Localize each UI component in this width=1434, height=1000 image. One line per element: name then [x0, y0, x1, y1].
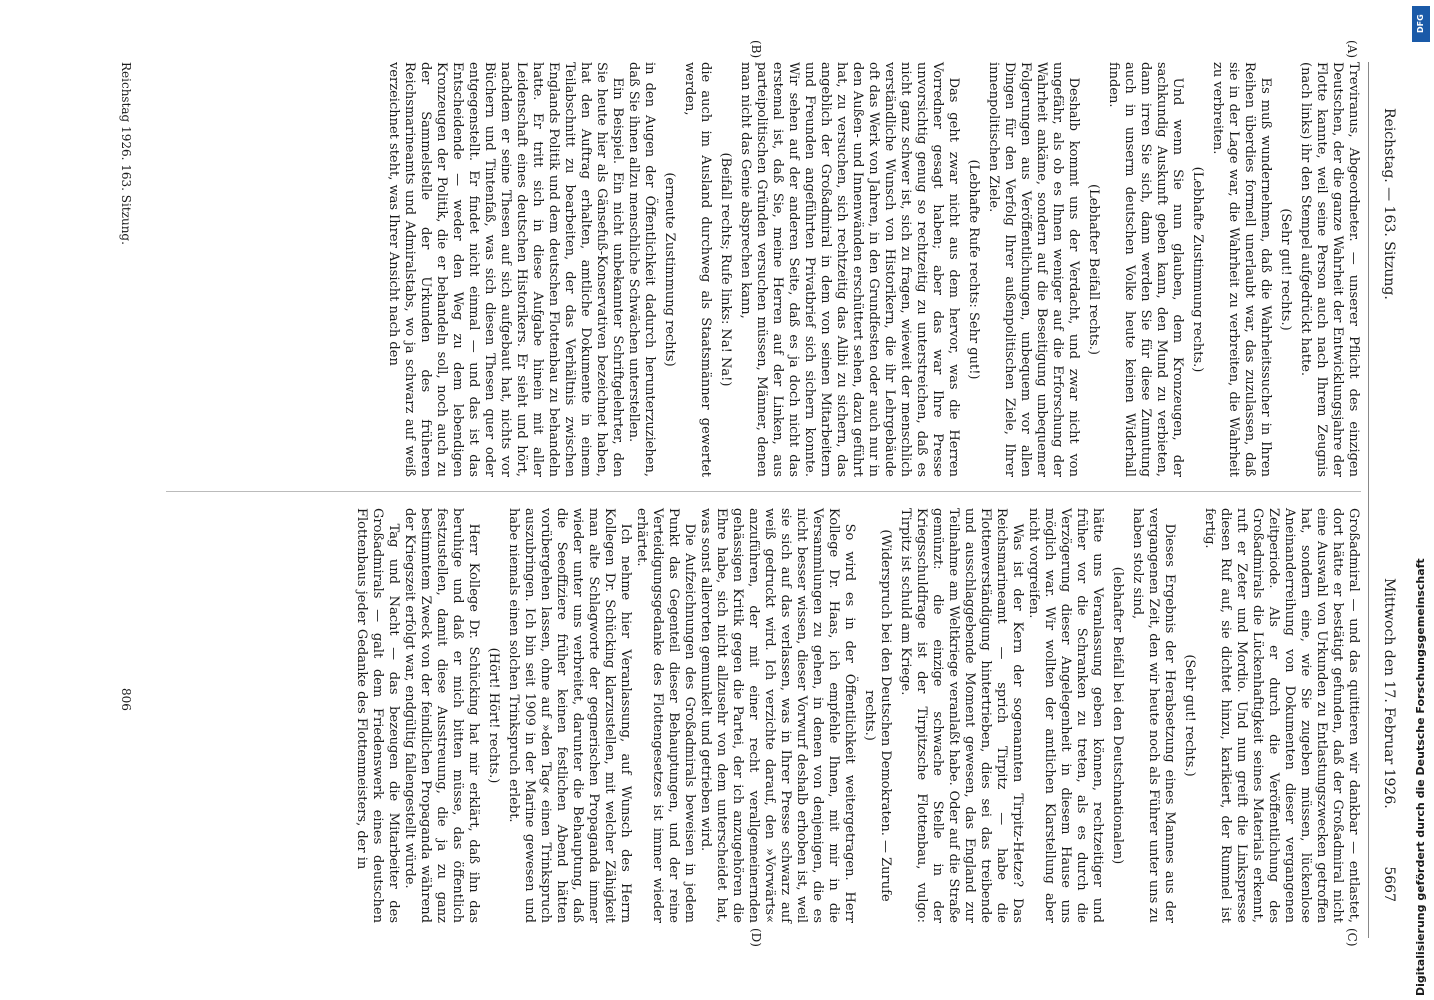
margin-letter-c: (C) [1345, 928, 1359, 947]
margin-letter-b: (B) [749, 40, 763, 59]
paragraph: Ich nehme hier Veranlassung, auf Wunsch des Herrn Kollegen Dr. Schücking klarzustellen, mit welcher Zähigkeit man alte Schlagworte der gegnerischen Propaganda immer wieder unter uns verbreitet, darunter die Behauptung, daß die Seeoffiziere früher keinen festlichen Abend hätten vorübergehen lassen, ohne auf »den Tag« einen Trinkspruch auszubringen. Ich bin seit 1909 in der Marine gewesen und habe niemals einen solchen Trinkspruch erlebt. [506, 508, 633, 923]
paragraph: Deshalb kommt uns der Verdacht, und zwar nicht von ungefähr, als ob es Ihnen weniger auf die Erforschung der Wahrheit ankäme, sondern auf die Beseitigung unbequemer Folgerungen aus Veröffentlichungen, unbequem vor allen Dingen für den Verfolg Ihrer außenpolitischen Ziele, Ihrer innenpolitischen Ziele. [986, 62, 1081, 477]
paragraph: in den Augen der Öffentlichkeit dadurch herunterzuziehen, daß Sie ihnen allzu menschliche Schwächen unterstellen. [626, 62, 657, 477]
paragraph: Großadmiral — und das quittieren wir dankbar — entlastet, dort hätte er bestätigt gefunden, daß der Großadmiral nicht eine Auswahl von Urkunden zu Entlastungszwecken getroffen hat, sondern eine, wie Sie zugeben müssen, lückenlose Aneinanderreihung von Dokumenten dieser vergangenen Zeitperiode. Als er durch die Veröffentlichung des Großadmirals die Lückenhaftigkeit seines Materials erkennt, ruft er Zeter und Mordio. Und nun greift die Linkspresse diesen Ruf auf, sie dichtet hinzu, karikiert, der Rummel ist fertig. [1202, 508, 1361, 923]
footer-page-number: 806 [119, 688, 133, 711]
interjection: (Widerspruch bei den Deutschen Demokraten. — Zurufe rechts.) [862, 529, 893, 902]
margin-letter-a: (A) [1345, 40, 1359, 59]
page-header [1373, 108, 1397, 902]
interjection: (lebhafter Beifall bei den Deutschnationalen) [1110, 566, 1125, 865]
margin-letter-d: (D) [749, 928, 763, 947]
column-rule [166, 491, 1361, 492]
interjection: (Lebhafte Rufe rechts: Sehr gut!) [966, 159, 981, 380]
interjection: (erneute Zustimmung rechts) [662, 172, 677, 367]
dfg-sidebar [1412, 6, 1430, 996]
header-right: Mittwoch den 17. Februar 1926. [1381, 578, 1397, 809]
paragraph: die auch im Ausland durchweg als Staatsmänner gewertet werden, [682, 62, 713, 477]
paragraph: Ein Beispiel. Ein nicht unbekannter Schriftgelehrter, den Sie heute hier als Gänsefuß-Konservativen bezeichnet haben, hat den Auftrag erhalten, amtliche Dokumente in einem Teilabschnitt zu bearbeiten, der das Verhältnis zwischen Englands Politik und dem deutschen Flottenbau zu behandeln hatte. Er tritt sich in diese Aufgabe hinein mit aller Leidenschaft eines deutschen Historikers. Er sieht und hört, nachdem er seine Thesen auf sich aufgebaut hat, nichts vor Büchern und Tintenfaß, was sich diesen Thesen quer oder entgegenstellt. Er findet nicht einmal — und das ist das Entscheidende — weder den Weg zu dem lebendigen Kronzeugen der Politik, die er behandeln soll, noch auch zu der Sammelstelle der Urkunden des früheren Reichsmarineamts und Admiralstabs, wo ja schwarz auf weiß verzeichnet steht, was Ihrer Ansicht nach den [386, 62, 625, 477]
interjection: (Sehr gut! rechts.) [1182, 654, 1197, 777]
interjection: (Sehr gut! rechts.) [1278, 208, 1293, 331]
paragraph: Die Aufzeichnungen des Großadmirals beweisen in jedem Punkt das Gegenteil dieser Behauptungen, und der reine Verteidigungsgedanke des Flottengesetzes ist immer wieder erhärtet. [634, 508, 697, 923]
dfg-credit-text: Digitalisierung gefördert durch die Deutsche Forschungsgemeinschaft [1414, 558, 1427, 996]
interjection: (Lebhafte Zustimmung rechts.) [1190, 166, 1205, 373]
paragraph: So wird es in der Öffentlichkeit weitergetragen. Herr Kollege Dr. Haas, ich empfehle Ihnen, mit mir in die Versammlungen zu gehen, in denen von denjenigen, die es nicht besser wissen, dieser Vorwurf deshalb erhoben ist, weil sie sich auf das verlassen, was in Ihrer Presse schwarz auf weiß gedruckt wird. Ich verzichte darauf, den »Vorwärts« anzuführen, der mit einer recht verallgemeinernden gehässigen Kritik gegen die Partei, der ich anzugehören die Ehre habe, sich nicht allzusehr von dem unterscheidet hat, was sonst allerorten gemunkelt und getrieben wird. [698, 508, 857, 923]
header-rule [1368, 62, 1369, 938]
page-number: 5667 [1381, 866, 1397, 902]
paragraph: Herr Kollege Dr. Schücking hat mir erklärt, daß ihn das beruhige und daß er mich bitten müsse, das öffentlich festzustellen, damit diese Ausstreuung, die ja zu ganz bestimmtem Zweck von der feindlichen Propaganda während der Kriegszeit erfolgt war, endgültig fallengestellt würde. [402, 508, 481, 923]
paragraph: Dieses Ergebnis der Herabsetzung eines Mannes aus der vergangenen Zeit, den wir heute noch als Führer unter uns zu haben stolz sind, [1130, 508, 1177, 923]
right-column [166, 508, 1361, 923]
paragraph: Und wenn Sie nun glauben, dem Kronzeugen, der sachkundig Auskunft geben kann, den Mund zu verbieten, dann irren Sie sich, dann werden Sie für diese Zumutung auch in unserm deutschen Volke heute keinen Widerhall finden. [1106, 62, 1185, 477]
paragraph: Was ist der Kern der sogenannten Tirpitz-Hetze? Das Reichsmarineamt — sprich Tirpitz — habe die Flottenverständigung hintertrieben, dies sei das treibende und ausschlaggebende Moment gewesen, das England zur Teilnahme am Weltkriege veranlaßt habe. Oder auf die Straße gemünzt: die einzige schwache Stelle in der Kriegsschuldfrage ist der Tirpitzsche Flottenbau, vulgo: Tirpitz ist schuld am Kriege. [898, 508, 1025, 923]
interjection: (Hört! Hört! rechts.) [486, 647, 501, 784]
paragraph: Es muß wundernehmen, daß die Wahrheitssucher in Ihren Reihen überdies formell unerlaubt war, das zuzulassen, daß sie in der Lage war, die Wahrheit zu verbreiten, die Wahrheit zu verbreiten. [1210, 62, 1273, 477]
paragraph: Treviranus, Abgeordneter. — unserer Pflicht des einzigen Deutschen, der die ganze Wahrheit der Entwicklungsjahre der Flotte kannte, weil seine Person auch nach Ihrem Zeugnis (nach links) ihr den Stempel aufgedrückt hatte. [1298, 62, 1361, 477]
interjection: (Lebhafter Beifall rechts.) [1086, 184, 1101, 355]
header-left: Reichstag. — 163. Sitzung. [1381, 108, 1397, 300]
rotated-page [113, 40, 1403, 952]
footer-left: Reichstag 1926. 163. Sitzung. [119, 62, 133, 245]
paragraph: Tag und Nacht — das bezeugen die Mitarbeiter des Großadmirals — galt dem Friedenswerk eines deutschen Flottenbaus jeder Gedanke des Flottenmeisters, der in [354, 508, 401, 923]
dfg-logo: DFG [1412, 6, 1430, 42]
paragraph: hätte uns Veranlassung geben können, rechtzeitiger und früher vor die Schranken zu treten, als es durch die Verzögerung dieser Angelegenheit in diesem Hause uns möglich war. Wir wollten der amtlichen Klarstellung aber nicht vorgreifen. [1026, 508, 1105, 923]
interjection: (Beifall rechts; Rufe links: Na! Na!) [718, 152, 733, 387]
left-column [166, 62, 1361, 477]
paragraph: Das geht zwar nicht aus dem hervor, was die Herren Vorredner gesagt haben; aber das war Ihre Presse unvorsichtig genug so rechtzeitig zu unterstreichen, daß es nicht ganz schwer ist, sich zu fragen, wieweit der menschlich verständliche Wunsch von Historikern, die ihr Lehrgebäude oft das Werk von Jahren, in den Grundfesten oder auch nur in den Außen- und Innenwänden erschüttert sehen, dazu geführt hat, zu versuchen, sich rechtzeitig das Alibi zu sichern, das angeblich der Großadmiral in dem von seinen Mitarbeitern und Freunden angeführten Privatbrief sich sichern konnte. Wir sehen auf der anderen Seite, daß es ja doch nicht das erstemal ist, daß Sie, meine Herren auf der Linken, aus parteipolitischen Gründen versuchen müssen, Männer, denen man nicht das Genie absprechen kann, [738, 62, 961, 477]
